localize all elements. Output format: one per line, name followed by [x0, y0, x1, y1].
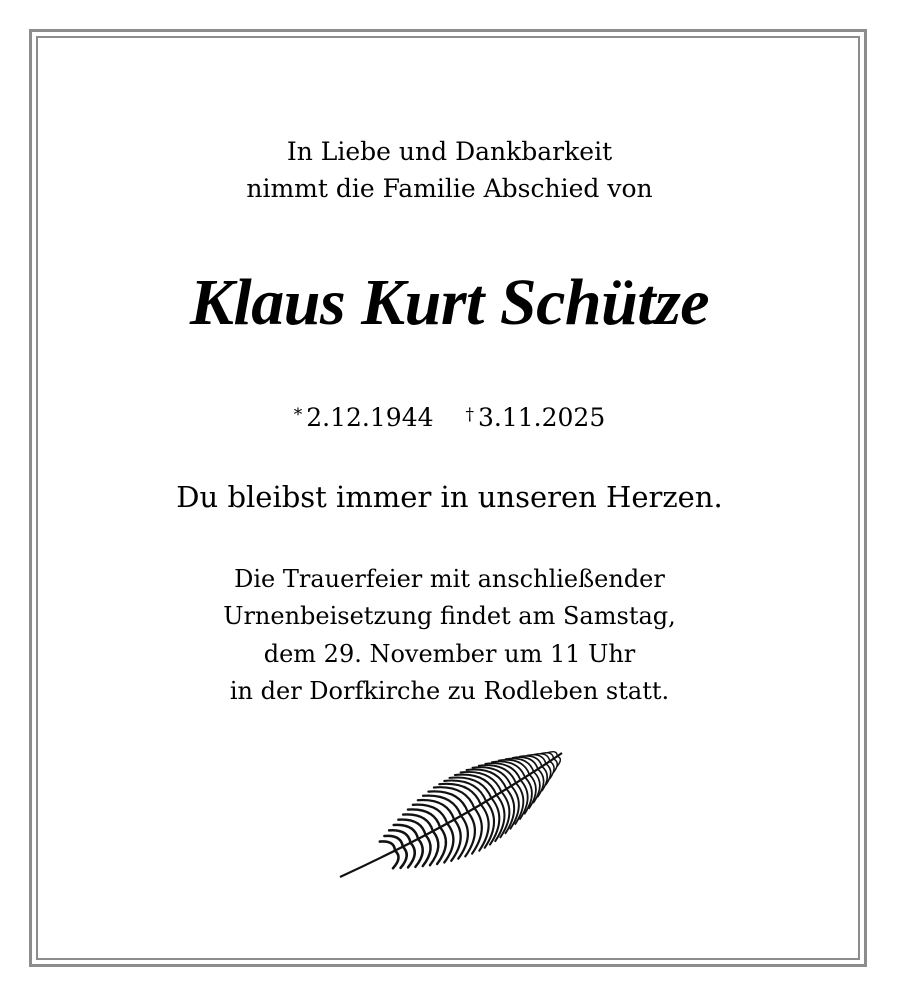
- cross-icon: †: [465, 405, 474, 425]
- palm-leaf-icon: [330, 745, 570, 885]
- service-details-line-1: Die Trauerfeier mit anschließender: [234, 565, 665, 593]
- intro-line-1: In Liebe und Dankbarkeit: [286, 137, 613, 166]
- life-dates: [0, 403, 899, 432]
- service-details-line-4: in der Dorfkirche zu Rodleben statt.: [229, 677, 670, 705]
- death-date: 3.11.2025: [478, 403, 606, 432]
- birth-date: 2.12.1944: [306, 403, 434, 432]
- motto: Du bleibst immer in unseren Herzen.: [176, 480, 723, 514]
- deceased-name: Klaus Kurt Schütze: [189, 266, 710, 339]
- intro-line-2: nimmt die Familie Abschied von: [246, 174, 653, 203]
- service-details-line-2: Urnenbeisetzung findet am Samstag,: [223, 602, 676, 630]
- service-details-line-3: dem 29. November um 11 Uhr: [263, 640, 636, 668]
- birth-symbol: *: [293, 405, 303, 425]
